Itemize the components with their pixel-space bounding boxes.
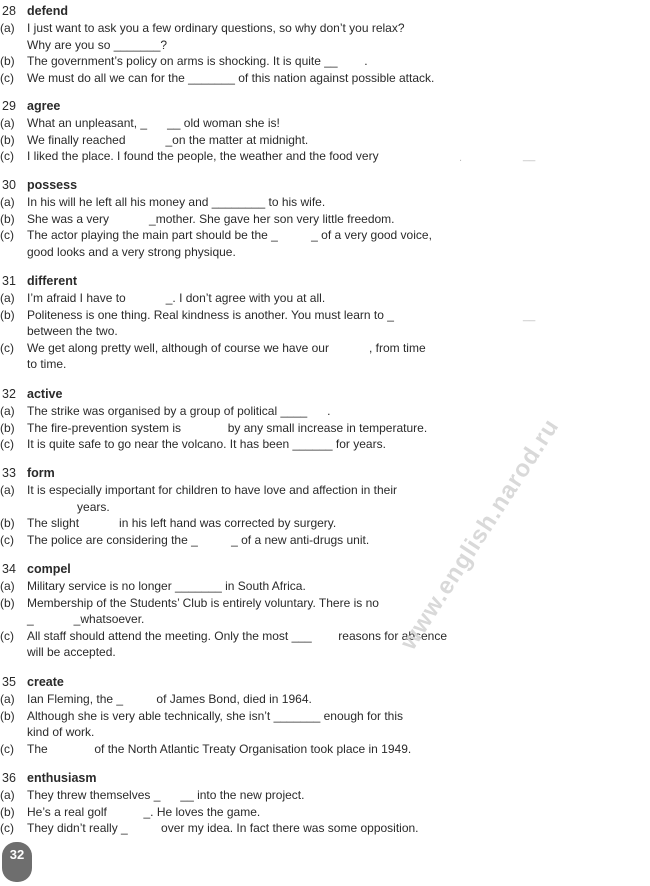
exercise-base-word: create xyxy=(27,675,64,689)
exercise-number: 30 xyxy=(2,178,16,192)
item-sentence xyxy=(27,708,640,741)
exercise-item xyxy=(0,482,640,515)
sentence-line: I’m afraid I have to _. I don’t agree with you at all. xyxy=(27,291,326,305)
exercise-item xyxy=(0,708,640,741)
exercise-item xyxy=(0,227,640,260)
exercise-heading xyxy=(0,770,640,787)
sentence-line: Military service is no longer _______ in South Africa. xyxy=(27,579,306,593)
item-sentence xyxy=(27,307,640,340)
item-letter: (b) xyxy=(0,804,15,819)
sentence-line: I liked the place. I found the people, the weather and the food very xyxy=(27,149,379,164)
sentence-line: We must do all we can for the _______ of this nation against possible attack. xyxy=(27,70,435,85)
exercise-item xyxy=(0,691,640,708)
item-letter: (c) xyxy=(0,70,14,85)
exercise-item xyxy=(0,578,640,595)
exercise-item xyxy=(0,20,640,53)
scan-mark: __ xyxy=(523,150,536,162)
exercise-item xyxy=(0,532,640,549)
exercise-base-word: form xyxy=(27,466,55,480)
item-sentence xyxy=(27,290,640,307)
exercise-item xyxy=(0,148,640,165)
item-letter: (a) xyxy=(0,116,15,130)
exercise-30 xyxy=(0,177,640,260)
sentence-line: They threw themselves _ __ into the new project. xyxy=(27,788,305,802)
exercise-item xyxy=(0,194,640,211)
exercise-31 xyxy=(0,273,640,373)
item-letter: (a) xyxy=(0,788,15,802)
exercise-heading xyxy=(0,386,640,403)
sentence-line: It is quite safe to go near the volcano. It has been ______ for years. xyxy=(27,437,386,452)
sentence-line: Ian Fleming, the _ of James Bond, died in 1964. xyxy=(27,692,312,706)
exercise-item xyxy=(0,820,640,837)
item-sentence xyxy=(27,578,640,595)
item-letter: (a) xyxy=(0,579,15,593)
item-letter: (c) xyxy=(0,628,14,643)
item-sentence xyxy=(27,628,640,661)
sentence-line: years. xyxy=(27,499,110,514)
sentence-line: The actor playing the main part should be the _ _ of a very good voice, xyxy=(27,228,432,243)
exercise-item xyxy=(0,595,640,628)
sentence-line: The strike was organised by a group of political ____ . xyxy=(27,404,331,418)
exercise-item xyxy=(0,53,640,70)
item-letter: (c) xyxy=(0,437,14,452)
item-sentence xyxy=(27,691,640,708)
scan-mark: . xyxy=(459,152,463,164)
exercise-item xyxy=(0,515,640,532)
sentence-line: It is especially important for children to have love and affection in their xyxy=(27,483,397,497)
exercise-heading xyxy=(0,273,640,290)
item-sentence xyxy=(27,132,640,149)
item-letter: (a) xyxy=(0,483,15,497)
exercise-base-word: defend xyxy=(27,4,68,18)
exercise-36 xyxy=(0,770,640,837)
sentence-line: The government’s policy on arms is shocking. It is quite __ . xyxy=(27,54,368,69)
item-letter: (c) xyxy=(0,340,14,355)
exercise-number: 31 xyxy=(2,274,16,288)
exercise-base-word: compel xyxy=(27,562,71,576)
exercise-number: 29 xyxy=(2,99,16,113)
item-letter: (b) xyxy=(0,211,15,226)
sentence-line: Membership of the Students’ Club is entirely voluntary. There is no xyxy=(27,595,379,610)
item-sentence xyxy=(27,227,640,260)
exercise-heading xyxy=(0,3,640,20)
sentence-line: All staff should attend the meeting. Only the most ___ reasons for absence xyxy=(27,628,448,643)
exercise-item xyxy=(0,741,640,758)
page-number: 32 xyxy=(9,847,25,862)
exercise-item xyxy=(0,211,640,228)
exercise-item xyxy=(0,804,640,821)
item-letter: (b) xyxy=(0,708,15,723)
item-letter: (c) xyxy=(0,532,14,547)
item-sentence xyxy=(27,148,640,165)
sentence-line: We finally reached _on the matter at midnight. xyxy=(27,132,309,147)
sentence-line: between the two. xyxy=(27,324,118,339)
exercise-heading xyxy=(0,177,640,194)
exercise-34 xyxy=(0,561,640,661)
sentence-line: She was a very _mother. She gave her son very little freedom. xyxy=(27,211,395,226)
item-sentence xyxy=(27,741,640,758)
sentence-line: What an unpleasant, _ __ old woman she is! xyxy=(27,116,280,130)
item-sentence xyxy=(27,532,640,549)
sentence-line: The slight in his left hand was corrected by surgery. xyxy=(27,516,337,531)
exercise-base-word: active xyxy=(27,387,63,401)
sentence-line: They didn’t really _ over my idea. In fact there was some opposition. xyxy=(27,821,419,836)
sentence-line: He’s a real golf _. He loves the game. xyxy=(27,804,261,819)
sentence-line: Politeness is one thing. Real kindness is another. You must learn to _ xyxy=(27,307,394,322)
item-sentence xyxy=(27,515,640,532)
exercise-item xyxy=(0,307,640,340)
item-letter: (b) xyxy=(0,307,15,322)
sentence-line: Why are you so _______? xyxy=(27,37,168,52)
sentence-line: I just want to ask you a few ordinary questions, so why don’t you relax? xyxy=(27,21,405,35)
sentence-line: Although she is very able technically, she isn’t _______ enough for this xyxy=(27,708,404,723)
exercise-item xyxy=(0,787,640,804)
item-sentence xyxy=(27,595,640,628)
item-letter: (c) xyxy=(0,228,14,243)
page-number-badge xyxy=(2,842,32,882)
item-letter: (b) xyxy=(0,54,15,69)
scan-mark: __ xyxy=(523,310,536,322)
exercise-item xyxy=(0,132,640,149)
item-sentence xyxy=(27,787,640,804)
item-letter: (b) xyxy=(0,516,15,531)
exercise-base-word: possess xyxy=(27,178,78,192)
exercise-base-word: enthusiasm xyxy=(27,771,97,785)
sentence-line: The of the North Atlantic Treaty Organisation took place in 1949. xyxy=(27,741,412,756)
item-letter: (c) xyxy=(0,741,14,756)
sentence-line: will be accepted. xyxy=(27,645,116,660)
sentence-line: In his will he left all his money and ________ to his wife. xyxy=(27,195,326,209)
exercise-item xyxy=(0,70,640,87)
item-sentence xyxy=(27,53,640,70)
exercise-item xyxy=(0,290,640,307)
exercise-heading xyxy=(0,561,640,578)
item-letter: (c) xyxy=(0,149,14,164)
item-letter: (a) xyxy=(0,404,15,418)
exercise-28 xyxy=(0,3,640,86)
exercise-number: 28 xyxy=(2,4,16,18)
sentence-line: kind of work. xyxy=(27,725,95,740)
exercise-number: 33 xyxy=(2,466,16,480)
item-sentence xyxy=(27,194,640,211)
sentence-line: _ _whatsoever. xyxy=(27,612,145,627)
watermark-text: www.english.narod.ru xyxy=(395,413,565,655)
item-letter: (c) xyxy=(0,821,14,836)
item-sentence xyxy=(27,804,640,821)
exercise-number: 32 xyxy=(2,387,16,401)
item-sentence xyxy=(27,115,640,132)
item-sentence xyxy=(27,211,640,228)
item-letter: (b) xyxy=(0,595,15,610)
item-letter: (a) xyxy=(0,291,15,305)
sentence-line: to time. xyxy=(27,357,67,372)
exercise-heading xyxy=(0,674,640,691)
exercise-29 xyxy=(0,98,640,165)
exercise-number: 34 xyxy=(2,562,16,576)
item-letter: (a) xyxy=(0,692,15,706)
item-letter: (b) xyxy=(0,420,15,435)
exercise-item xyxy=(0,628,640,661)
exercise-item xyxy=(0,115,640,132)
sentence-line: The fire-prevention system is by any small increase in temperature. xyxy=(27,420,428,435)
item-sentence xyxy=(27,70,640,87)
item-sentence xyxy=(27,820,640,837)
exercise-35 xyxy=(0,674,640,757)
item-letter: (b) xyxy=(0,132,15,147)
exercise-base-word: agree xyxy=(27,99,61,113)
exercise-number: 35 xyxy=(2,675,16,689)
exercise-base-word: different xyxy=(27,274,77,288)
exercise-heading xyxy=(0,98,640,115)
exercise-number: 36 xyxy=(2,771,16,785)
sentence-line: good looks and a very strong physique. xyxy=(27,244,236,259)
item-letter: (a) xyxy=(0,21,15,35)
exercise-item xyxy=(0,340,640,373)
item-sentence xyxy=(27,340,640,373)
sentence-line: The police are considering the _ _ of a new anti-drugs unit. xyxy=(27,532,370,547)
item-sentence xyxy=(27,482,640,515)
item-letter: (a) xyxy=(0,195,15,209)
sentence-line: We get along pretty well, although of course we have our , from time xyxy=(27,340,426,355)
item-sentence xyxy=(27,20,640,53)
